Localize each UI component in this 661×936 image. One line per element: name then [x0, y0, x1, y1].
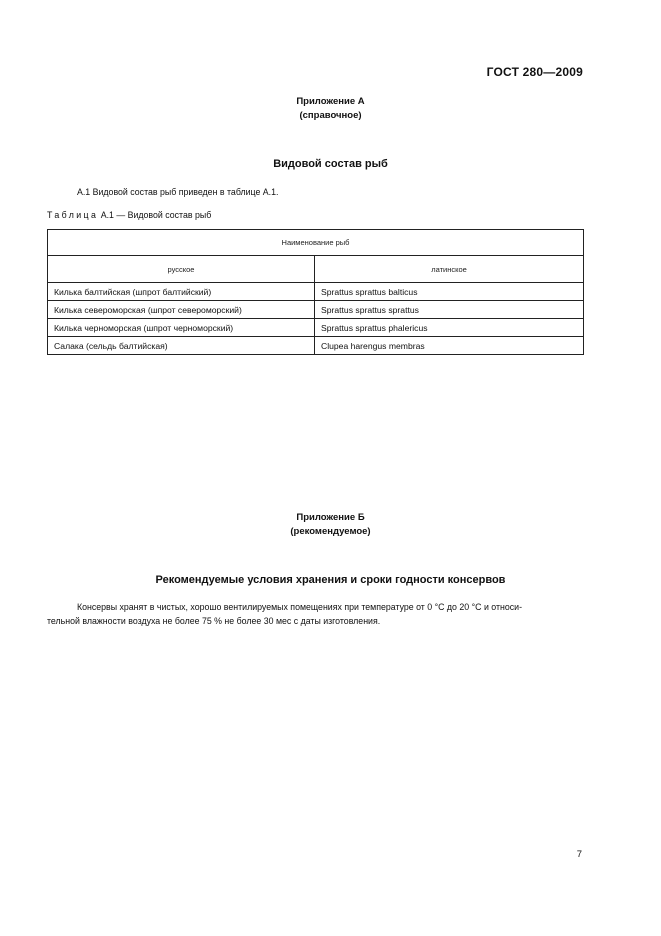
cell-latin-name: Sprattus sprattus balticus [315, 283, 584, 301]
appendix-b-paragraph-line-1: Консервы хранят в чистых, хорошо вентилируемых помещениях при температуре от 0 °С до 20 °С и относи- [77, 602, 523, 612]
column-header-latin: латинское [315, 256, 584, 283]
table-row [48, 337, 584, 355]
table-group-header: Наименование рыб [48, 230, 584, 256]
cell-latin-name: Clupea harengus membras [315, 337, 584, 355]
column-header-russian: русское [48, 256, 315, 283]
cell-russian-name: Салака (сельдь балтийская) [48, 337, 315, 355]
cell-russian-name: Килька североморская (шпрот североморский) [48, 301, 315, 319]
page-number: 7 [576, 849, 582, 860]
table-caption-text: А.1 — Видовой состав рыб [98, 210, 212, 220]
table-row [48, 319, 584, 337]
cell-latin-name: Sprattus sprattus sprattus [315, 301, 584, 319]
cell-russian-name: Килька балтийская (шпрот балтийский) [48, 283, 315, 301]
appendix-a-status: (справочное) [299, 110, 362, 121]
appendix-b-paragraph-line-2: тельной влажности воздуха не более 75 % не более 30 мес с даты изготовления. [47, 616, 381, 626]
appendix-b-title: Приложение Б [296, 512, 365, 523]
appendix-a-paragraph: А.1 Видовой состав рыб приведен в таблице А.1. [77, 187, 279, 197]
appendix-b-heading: Рекомендуемые условия хранения и сроки годности консервов [155, 574, 506, 586]
appendix-b-status: (рекомендуемое) [290, 526, 371, 537]
cell-russian-name: Килька черноморская (шпрот черноморский) [48, 319, 315, 337]
standard-header: ГОСТ 280—2009 [486, 65, 583, 79]
appendix-a-title: Приложение А [296, 96, 365, 107]
table-caption-word: Таблица [47, 210, 99, 220]
cell-latin-name: Sprattus sprattus phalericus [315, 319, 584, 337]
table-row [48, 283, 584, 301]
table-caption [47, 210, 211, 220]
table-row [48, 301, 584, 319]
species-table [47, 229, 584, 355]
appendix-a-heading: Видовой состав рыб [273, 158, 388, 170]
